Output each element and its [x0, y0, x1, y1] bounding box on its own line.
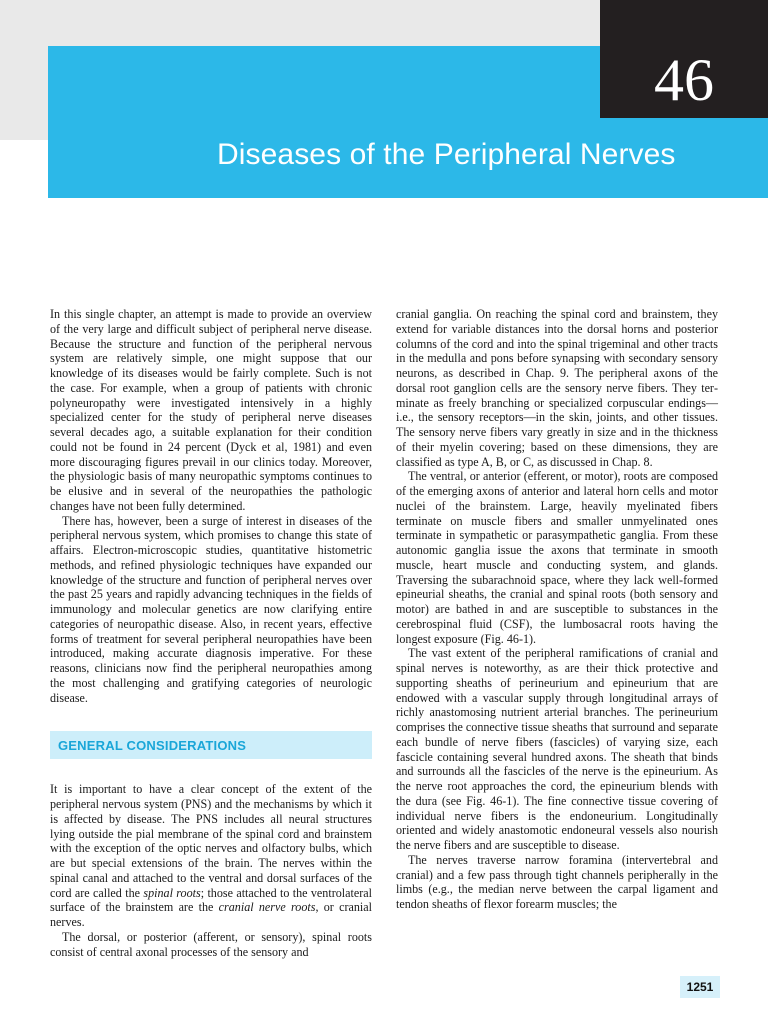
chapter-title: Diseases of the Peripheral Nerves	[217, 138, 676, 171]
section-heading: GENERAL CONSIDERATIONS	[58, 737, 247, 753]
left-column	[50, 307, 372, 959]
chapter-number: 46	[654, 47, 714, 113]
right-column	[396, 307, 718, 912]
italic-term-spinal-roots: spinal roots	[143, 885, 201, 900]
body-paragraph-2: The ventral, or anterior (efferent, or motor), roots are composed of the emerging axons of anterior and lateral horn cells and motor nuclei of the brainstem. Large, heavily myelinated fibers terminate on muscle fibers and smaller unmyelinated ones terminate in sympathetic or parasympathetic ganglia. From these autonomic ganglia issue the axons that terminate in smooth muscle, heart muscle and conducting system, and glands. Traversing the subarachnoid space, where they lack well-formed epineurial sheaths, the cranial and spinal roots (both sensory and motor) are bathed in and are susceptible to substances in the cerebrospinal fluid (CSF), the lumbosacral roots having the longest exposure (Fig. 46-1).	[396, 469, 718, 646]
page-number: 1251	[680, 976, 720, 998]
section-heading-bar	[50, 731, 372, 759]
intro-paragraph-1: In this single chapter, an attempt is made to provide an overview of the very large and difficult subject of peripheral nerve disease. Because the structure and function of the peripheral nervous system are relatively simple, one might suppose that our knowledge of its diseases would be fairly complete. Such is not the case. For example, when a group of patients with chronic polyneuropathy were investigated intensively in a highly specialized center for the study of peripheral nerve diseases several decades ago, a suitable explanation for their condition could not be found in 24 percent (Dyck et al, 1981) and even more discouraging figures prevail in our clinics today. Moreover, the physiologic basis of many neuropathic symptoms continues to be elusive and in several of the neuropathies the pathologic changes have not been fully determined.	[50, 307, 372, 513]
general-paragraph-2: The dorsal, or posterior (afferent, or sensory), spinal roots consist of central axonal processes of the sensory and	[50, 929, 372, 959]
text-run: It is important to have a clear concept of the extent of the peripheral nervous system (PNS) and the mechanisms by which it is affected by disease. The PNS includes all neural structures lying outside the pial membrane of the spinal cord and brainstem with the exception of the optic nerves and olfactory bulbs, which are but special extensions of the brain. The nerves within the spinal canal and attached to the ventral and dorsal surfaces of the cord are called the	[50, 782, 372, 900]
text-run: ; those attached to the ventrolateral surface of the brainstem are the	[50, 885, 372, 915]
body-paragraph-1: cranial ganglia. On reaching the spinal cord and brainstem, they extend for variable distances into the dorsal horns and posterior columns of the cord and into the spinal trigeminal and other tracts in the medulla and pons before synapsing with secondary sensory neurons, as described in Chap. 9. The peripheral axons of the dorsal root ganglion cells are the sensory nerve fibers. They terminate as freely branching or specialized corpuscular endings—i.e., the sensory receptors—in the skin, joints, and other tissues. The sensory nerve fibers vary greatly in size and in the thickness of their myelin covering; based on these dimensions, they are classified as type A, B, or C, as discussed in Chap. 8.	[396, 307, 718, 469]
intro-paragraph-2: There has, however, been a surge of interest in diseases of the peripheral nervous system, which promises to change this state of affairs. Electron-microscopic studies, quantitative histometric methods, and refined physiologic techniques have expanded our knowledge of the structure and function of peripheral nerves over the past 25 years and rapidly advancing techniques in the fields of immunology and molecular genetics are now clarifying entire categories of neuropathic disease. Also, in recent years, effective forms of treatment for several peripheral neuropathies have been introduced, making accurate diagnosis imperative. For these reasons, clinicians now find the peripheral neuropathies among the most challenging and gratifying categories of neurologic disease.	[50, 513, 372, 705]
body-paragraph-3: The vast extent of the peripheral ramifications of cranial and spinal nerves is noteworthy, as are their thick protective and supporting sheaths of perineurium and epineurium that are endowed with a vascular supply through longitudinal arrays of richly anastomosing nutrient arterial branches. The perineurium comprises the connective tissue sheaths that surround and separate each bundle of nerve fibers (fascicles) of varying size, each fascicle containing several hundred axons. The sheath that binds and surrounds all the fascicles of the nerve is the epineurium. As the nerve root approaches the cord, the epineurium blends with the dura (see Fig. 46-1). The fine connective tissue covering of individual nerve fibers is the endoneurium. Longitudinally oriented and widely anastomotic endoneural vessels also nourish the nerve fibers and are susceptible to disease.	[396, 646, 718, 852]
italic-term-cranial-nerve-roots: cranial nerve roots	[218, 900, 316, 915]
body-paragraph-4: The nerves traverse narrow foramina (intervertebral and cranial) and a few pass through tight channels peripherally in the limbs (e.g., the median nerve between the carpal ligament and tendon sheaths of flexor forearm muscles; the	[396, 852, 718, 911]
text-run: , or cranial nerves.	[50, 900, 372, 929]
general-paragraph-1	[50, 782, 372, 930]
